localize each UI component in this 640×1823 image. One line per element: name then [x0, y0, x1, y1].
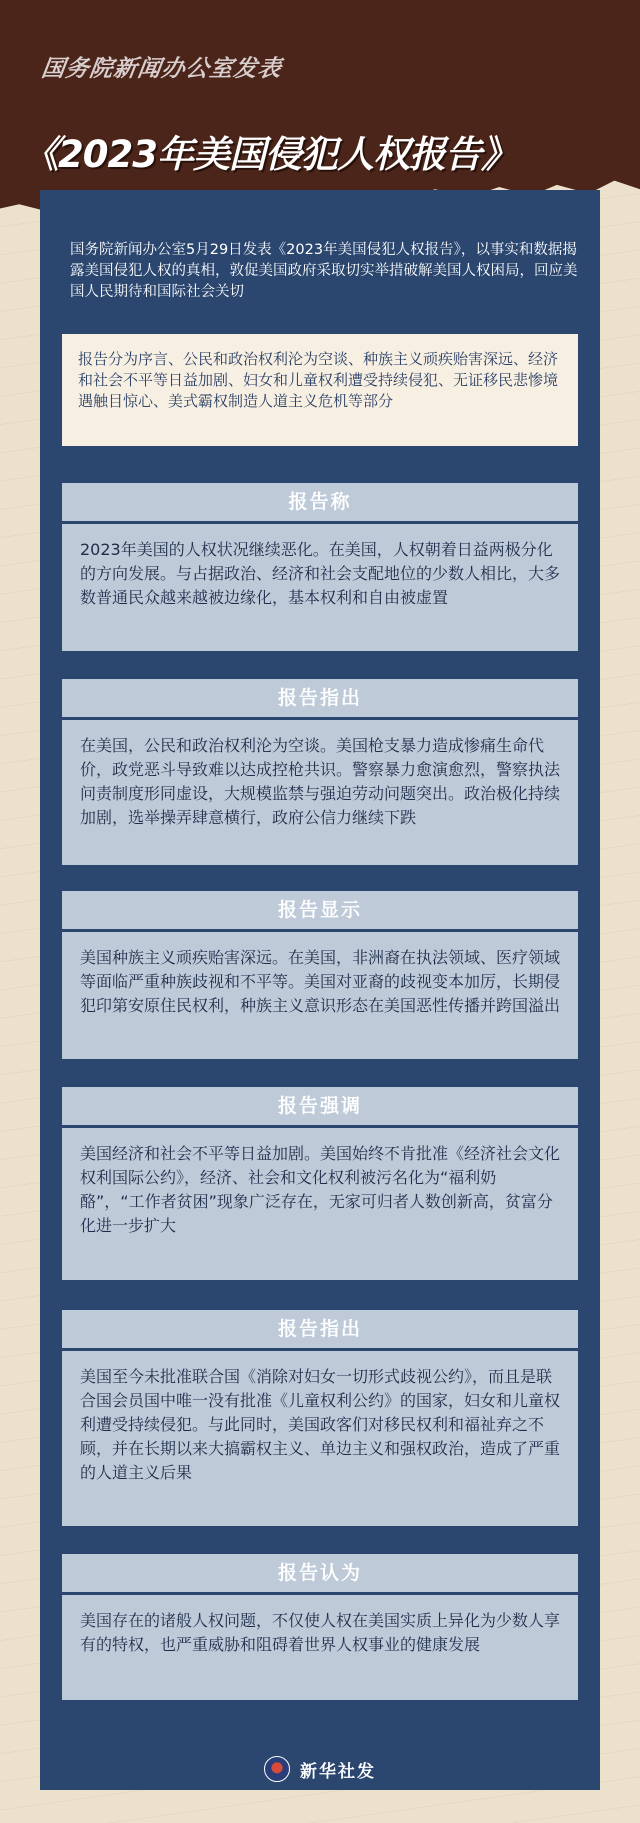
- source-credit: 新华社发: [300, 1761, 376, 1782]
- xinhua-logo-icon: [264, 1756, 290, 1782]
- section-body-5: 美国至今未批准联合国《消除对妇女一切形式歧视公约》，而且是联合国会员国中唯一没有批准《儿童权利公约》的国家，妇女和儿童权利遭受持续侵犯。与此同时，美国政客们对移民权利和福祉弃之不顾，并在长期以来大搞霸权主义、单边主义和强权政治，造成了严重的人道主义后果: [62, 1348, 578, 1526]
- section-body-1: 2023年美国的人权状况继续恶化。在美国，人权朝着日益两极分化的方向发展。与占据政治、经济和社会支配地位的少数人相比，大多数普通民众越来越被边缘化，基本权利和自由被虚置: [62, 521, 578, 651]
- page-title: 《2023年美国侵犯人权报告》: [22, 133, 517, 176]
- footer: [0, 1754, 640, 1784]
- section-body-3: 美国种族主义顽疾贻害深远。在美国，非洲裔在执法领域、医疗领域等面临严重种族歧视和不平等。美国对亚裔的歧视变本加厉，长期侵犯印第安原住民权利，种族主义意识形态在美国恶性传播并跨国溢出: [62, 929, 578, 1059]
- intro-text: 国务院新闻办公室5月29日发表《2023年美国侵犯人权报告》，以事实和数据揭露美国侵犯人权的真相，敦促美国政府采取切实举措破解美国人权困局，回应美国人民期待和国际社会关切: [70, 242, 578, 300]
- section-body-6: 美国存在的诸般人权问题，不仅使人权在美国实质上异化为少数人享有的特权，也严重威胁和阻碍着世界人权事业的健康发展: [62, 1592, 578, 1700]
- section-body-4: 美国经济和社会不平等日益加剧。美国始终不肯批准《经济社会文化权利国际公约》，经济、社会和文化权利被污名化为“福利奶酪”，“工作者贫困”现象广泛存在，无家可归者人数创新高，贫富分化进一步扩大: [62, 1125, 578, 1280]
- section-heading-2: 报告指出: [62, 679, 578, 717]
- section-heading-4: 报告强调: [62, 1087, 578, 1125]
- header-banner: [0, 0, 640, 215]
- section-heading-6: 报告认为: [62, 1554, 578, 1592]
- section-heading-3: 报告显示: [62, 891, 578, 929]
- header-subtitle: 国务院新闻办公室发表: [39, 56, 284, 82]
- section-heading-1: 报告称: [62, 483, 578, 521]
- section-body-2: 在美国，公民和政治权利沦为空谈。美国枪支暴力造成惨痛生命代价，政党恶斗导致难以达成控枪共识。警察暴力愈演愈烈，警察执法问责制度形同虚设，大规模监禁与强迫劳动问题突出。政治极化持续加剧，选举操弄肆意横行，政府公信力继续下跌: [62, 717, 578, 865]
- summary-box: 报告分为序言、公民和政治权利沦为空谈、种族主义顽疾贻害深远、经济和社会不平等日益加剧、妇女和儿童权利遭受持续侵犯、无证移民悲惨境遇触目惊心、美式霸权制造人道主义危机等部分: [62, 334, 578, 446]
- section-heading-5: 报告指出: [62, 1310, 578, 1348]
